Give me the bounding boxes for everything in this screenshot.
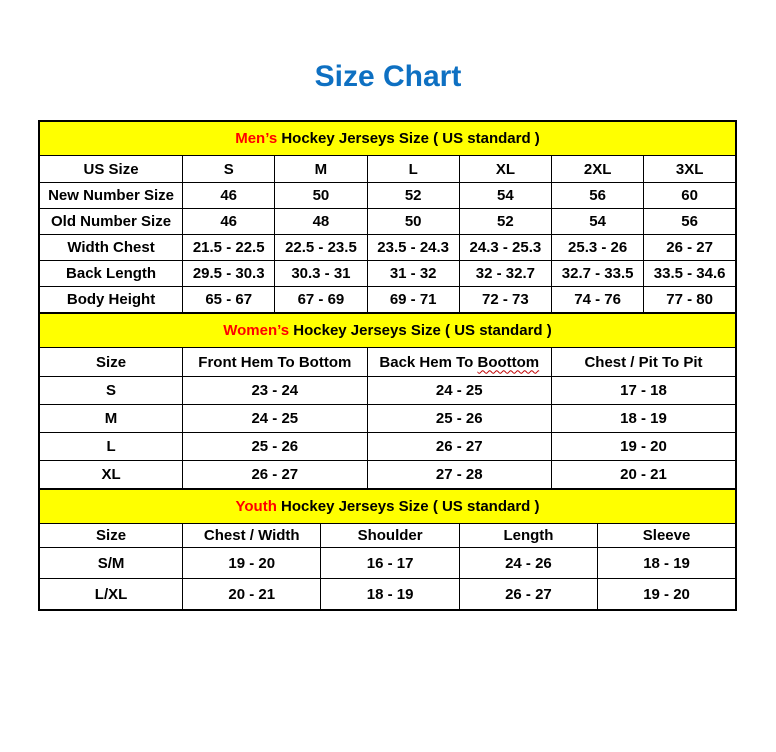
page-title: Size Chart: [314, 60, 462, 93]
column-header-cell: Size: [39, 348, 183, 377]
value-cell: 27 - 28: [367, 461, 551, 490]
value-cell: 56: [644, 209, 736, 235]
column-header-cell: Chest / Width: [183, 524, 321, 548]
value-cell: 69 - 71: [367, 287, 459, 314]
section-band-accent: Women’s: [223, 322, 290, 339]
table-row: [39, 235, 736, 261]
size-chart-tables: [38, 120, 737, 611]
section-band-text: Hockey Jerseys Size ( US standard ): [276, 498, 540, 515]
value-cell: 24 - 25: [367, 377, 551, 405]
column-header-cell: Front Hem To Bottom: [183, 348, 367, 377]
value-cell: 26 - 27: [183, 461, 367, 490]
value-cell: 50: [367, 209, 459, 235]
column-header-row: [39, 156, 736, 183]
table-row: [39, 579, 736, 611]
table-row: [39, 209, 736, 235]
value-cell: 67 - 69: [275, 287, 367, 314]
value-cell: 23.5 - 24.3: [367, 235, 459, 261]
value-cell: 54: [459, 183, 551, 209]
section-band: [39, 313, 736, 348]
value-cell: 74 - 76: [552, 287, 644, 314]
size-chart-page: [0, 60, 776, 752]
column-header-cell: Size: [39, 524, 183, 548]
column-header-cell: Sleeve: [598, 524, 736, 548]
value-cell: 19 - 20: [552, 433, 736, 461]
table-row: [39, 377, 736, 405]
section-band-row: [39, 489, 736, 524]
value-cell: 25 - 26: [367, 405, 551, 433]
row-label-cell: S/M: [39, 548, 183, 579]
section-band-accent: Youth: [235, 498, 277, 515]
value-cell: 32 - 32.7: [459, 261, 551, 287]
column-header-cell: 3XL: [644, 156, 736, 183]
value-cell: 33.5 - 34.6: [644, 261, 736, 287]
value-cell: 26 - 27: [644, 235, 736, 261]
column-header-cell: 2XL: [552, 156, 644, 183]
column-header-cell: Length: [459, 524, 597, 548]
value-cell: 24 - 25: [183, 405, 367, 433]
value-cell: 20 - 21: [183, 579, 321, 611]
table-row: [39, 461, 736, 490]
column-header-cell: Chest / Pit To Pit: [552, 348, 736, 377]
value-cell: 18 - 19: [552, 405, 736, 433]
value-cell: 24 - 26: [459, 548, 597, 579]
row-label-cell: S: [39, 377, 183, 405]
table-row: [39, 261, 736, 287]
value-cell: 52: [367, 183, 459, 209]
youth-size-table: [38, 488, 737, 611]
row-label-cell: Body Height: [39, 287, 183, 314]
value-cell: 19 - 20: [598, 579, 736, 611]
row-label-cell: Old Number Size: [39, 209, 183, 235]
value-cell: 25.3 - 26: [552, 235, 644, 261]
value-cell: 46: [183, 183, 275, 209]
value-cell: 31 - 32: [367, 261, 459, 287]
row-label-cell: L: [39, 433, 183, 461]
value-cell: 54: [552, 209, 644, 235]
value-cell: 22.5 - 23.5: [275, 235, 367, 261]
row-label-cell: Width Chest: [39, 235, 183, 261]
table-row: [39, 287, 736, 314]
table-row: [39, 548, 736, 579]
value-cell: 29.5 - 30.3: [183, 261, 275, 287]
section-band-text: Hockey Jerseys Size ( US standard ): [289, 322, 552, 339]
section-band: [39, 121, 736, 156]
value-cell: 21.5 - 22.5: [183, 235, 275, 261]
section-band-text: Hockey Jerseys Size ( US standard ): [277, 130, 540, 147]
row-label-cell: Back Length: [39, 261, 183, 287]
value-cell: 48: [275, 209, 367, 235]
column-header-cell: Shoulder: [321, 524, 459, 548]
value-cell: 16 - 17: [321, 548, 459, 579]
section-band-row: [39, 121, 736, 156]
value-cell: 65 - 67: [183, 287, 275, 314]
table-row: [39, 433, 736, 461]
section-band: [39, 489, 736, 524]
value-cell: 25 - 26: [183, 433, 367, 461]
value-cell: 52: [459, 209, 551, 235]
row-label-cell: M: [39, 405, 183, 433]
column-header-row: [39, 524, 736, 548]
mens-size-table: [38, 120, 737, 314]
value-cell: 77 - 80: [644, 287, 736, 314]
value-cell: 46: [183, 209, 275, 235]
value-cell: 72 - 73: [459, 287, 551, 314]
value-cell: 26 - 27: [459, 579, 597, 611]
row-label-cell: L/XL: [39, 579, 183, 611]
value-cell: 18 - 19: [321, 579, 459, 611]
table-row: [39, 405, 736, 433]
misspelled-word: Boottom: [477, 353, 540, 371]
row-label-cell: New Number Size: [39, 183, 183, 209]
column-header-cell: L: [367, 156, 459, 183]
column-header-cell: US Size: [39, 156, 183, 183]
column-header-cell: XL: [459, 156, 551, 183]
value-cell: 50: [275, 183, 367, 209]
value-cell: 32.7 - 33.5: [552, 261, 644, 287]
column-header-cell: S: [183, 156, 275, 183]
table-row: [39, 183, 736, 209]
value-cell: 60: [644, 183, 736, 209]
value-cell: 26 - 27: [367, 433, 551, 461]
value-cell: 24.3 - 25.3: [459, 235, 551, 261]
value-cell: 20 - 21: [552, 461, 736, 490]
value-cell: 17 - 18: [552, 377, 736, 405]
row-label-cell: XL: [39, 461, 183, 490]
value-cell: 30.3 - 31: [275, 261, 367, 287]
column-header-cell: M: [275, 156, 367, 183]
column-header-row: [39, 348, 736, 377]
section-band-accent: Men’s: [235, 130, 278, 147]
value-cell: 56: [552, 183, 644, 209]
value-cell: 19 - 20: [183, 548, 321, 579]
column-header-cell: Back Hem To Boottom: [367, 348, 551, 377]
section-band-row: [39, 313, 736, 348]
womens-size-table: [38, 312, 737, 490]
value-cell: 18 - 19: [598, 548, 736, 579]
value-cell: 23 - 24: [183, 377, 367, 405]
